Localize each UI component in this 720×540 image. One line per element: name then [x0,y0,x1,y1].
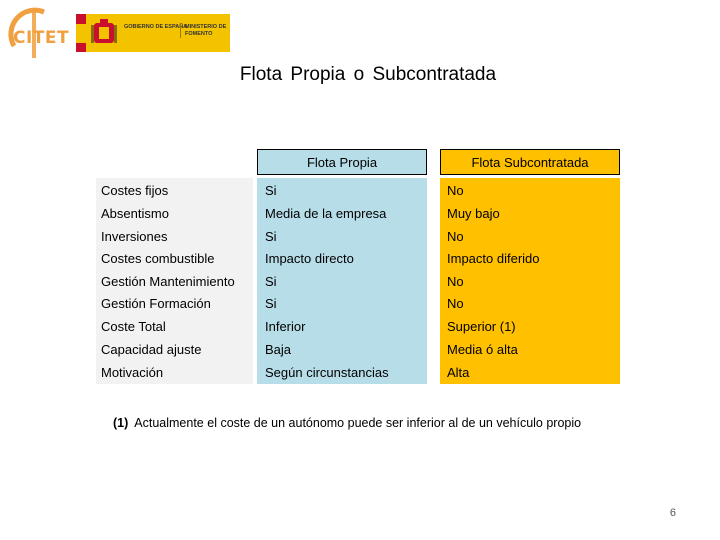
row-propia-value: Si [265,274,277,289]
row-label: Gestión Mantenimiento [101,274,235,289]
row-subcontratada-value: Alta [447,365,470,380]
citet-logo [4,6,70,62]
row-label: Costes combustible [101,251,215,266]
row-subcontratada-value: Media ó alta [447,342,518,357]
row-subcontratada-value: No [447,274,464,289]
gov-label: GOBIERNO DE ESPAÑA [124,24,188,30]
footnote-text: Actualmente el coste de un autónomo puede ser inferior al de un vehículo propio [134,416,582,430]
row-label: Coste Total [101,319,166,334]
row-label: Absentismo [101,206,169,221]
row-propia-value: Según circunstancias [265,365,389,380]
row-label: Motivación [101,365,164,380]
row-propia-value: Si [265,296,277,311]
row-propia-value: Impacto directo [265,251,354,266]
gov-banner [76,14,230,52]
row-label: Costes fijos [101,183,169,198]
footnote-mark: (1) [113,416,129,430]
row-propia-value: Inferior [265,319,306,334]
row-subcontratada-value: No [447,229,464,244]
ministry-label: MINISTERIO DE FOMENTO [180,24,228,38]
spain-flag-icon [76,14,86,52]
column-header-propia: Flota Propia [257,149,427,175]
row-propia-value: Si [265,183,277,198]
page-title: Flota Propia o Subcontratada [239,64,497,85]
row-subcontratada-value: Impacto diferido [447,251,540,266]
row-subcontratada-value: No [447,296,464,311]
row-label: Gestión Formación [101,296,211,311]
row-subcontratada-value: No [447,183,464,198]
row-propia-value: Baja [265,342,292,357]
row-label: Inversiones [101,229,168,244]
coat-of-arms-icon [91,19,117,47]
row-label: Capacidad ajuste [101,342,202,357]
row-propia-value: Media de la empresa [265,206,387,221]
page-number: 6 [669,507,676,519]
row-subcontratada-value: Muy bajo [447,206,500,221]
footnote [113,416,581,430]
column-header-subcontratada: Flota Subcontratada [440,149,620,175]
citet-logo-text: CITET [13,28,70,48]
row-subcontratada-value: Superior (1) [447,319,516,334]
row-propia-value: Si [265,229,277,244]
